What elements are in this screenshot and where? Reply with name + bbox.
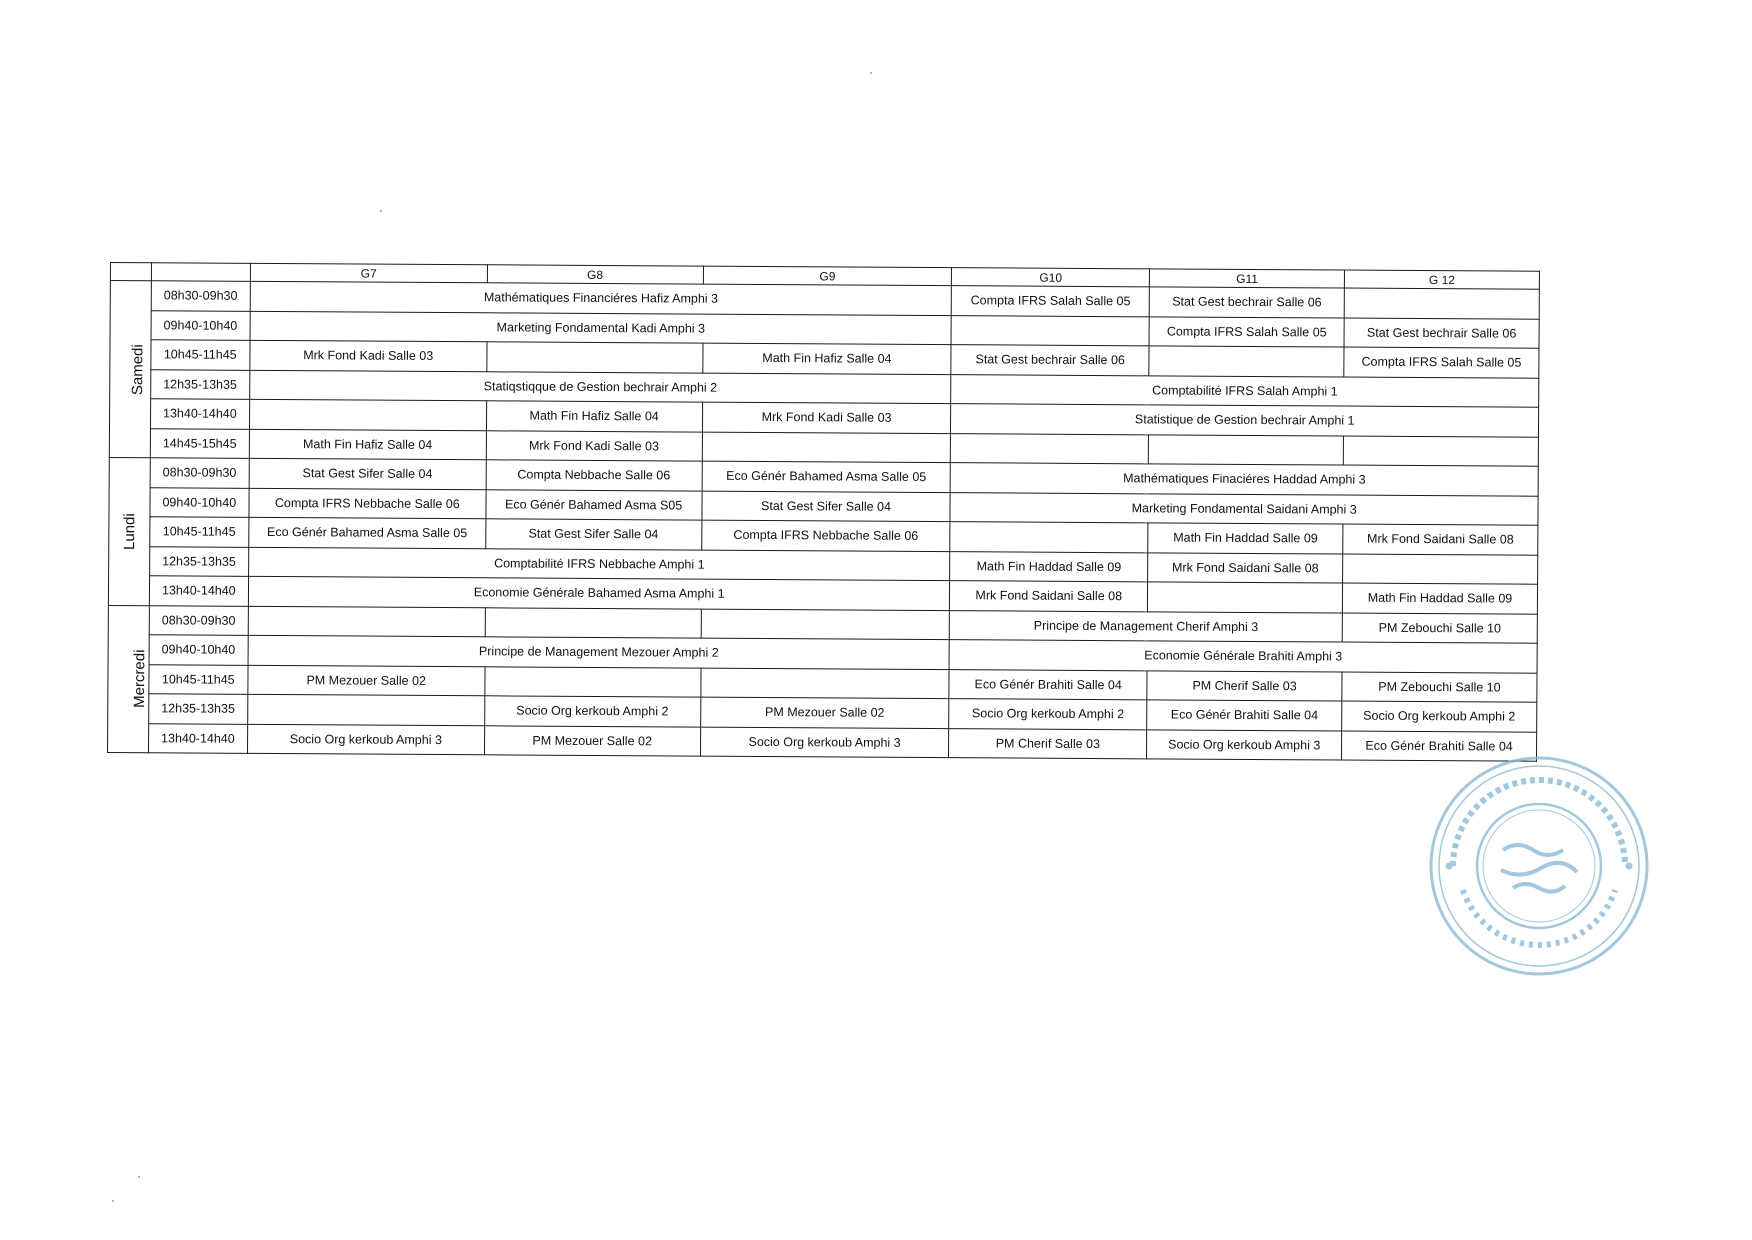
time-slot: 08h30-09h30 (151, 281, 251, 311)
day-label: Mercredi (130, 649, 149, 709)
header-time-cell (151, 263, 251, 282)
header-group-1: G7 (250, 263, 487, 282)
day-label: Samedi (129, 343, 147, 395)
course-cell: Eco Génér Brahiti Salle 04 (1342, 731, 1537, 762)
course-cell: Statiqstiqque de Gestion bechrair Amphi 2 (250, 370, 951, 404)
course-cell: Stat Gest bechrair Salle 06 (1344, 318, 1539, 349)
course-cell: Mrk Fond Saidani Salle 08 (950, 581, 1148, 612)
course-cell: Mrk Fond Saidani Salle 08 (1343, 524, 1538, 555)
header-group-6: G 12 (1344, 270, 1539, 289)
empty-cell (701, 668, 950, 699)
course-cell: Economie Générale Bahamed Asma Amphi 1 (248, 576, 949, 610)
time-slot: 13h40-14h40 (148, 723, 248, 753)
scan-speck (138, 1176, 140, 1178)
course-cell: PM Cherif Salle 03 (1147, 670, 1342, 701)
course-cell: Marketing Fondamental Kadi Amphi 3 (250, 311, 951, 345)
course-cell: Stat Gest Sifer Salle 04 (485, 519, 701, 550)
course-cell: Eco Génér Brahiti Salle 04 (949, 669, 1147, 700)
scan-speck (870, 72, 872, 74)
time-slot: 08h30-09h30 (150, 458, 250, 488)
course-cell: PM Zebouchi Salle 10 (1342, 672, 1537, 703)
empty-cell (248, 694, 485, 725)
course-cell: Mrk Fond Saidani Salle 08 (1148, 552, 1343, 583)
header-group-3: G9 (703, 266, 952, 286)
header-group-4: G10 (952, 268, 1150, 287)
time-slot: 13h40-14h40 (149, 576, 249, 606)
day-label: Lundi (121, 512, 139, 550)
empty-cell (950, 522, 1148, 553)
course-cell: Economie Générale Brahiti Amphi 3 (949, 640, 1537, 673)
course-cell: Principe de Management Mezouer Amphi 2 (248, 635, 949, 669)
course-cell: Eco Génér Brahiti Salle 04 (1147, 700, 1342, 731)
course-cell: Stat Gest Sifer Salle 04 (249, 458, 486, 489)
day-label-cell (109, 281, 151, 458)
course-cell: Comptabilité IFRS Nebbache Amphi 1 (249, 547, 950, 581)
course-cell: Mrk Fond Kadi Salle 03 (702, 402, 951, 433)
time-slot: 09h40-10h40 (151, 310, 251, 340)
course-cell: Compta IFRS Salah Salle 05 (1344, 347, 1539, 378)
course-cell: Math Fin Hafiz Salle 04 (249, 429, 486, 460)
course-cell: Socio Org kerkoub Amphi 2 (949, 699, 1147, 730)
time-slot: 09h40-10h40 (149, 635, 249, 665)
empty-cell (702, 432, 951, 463)
time-slot: 13h40-14h40 (150, 399, 250, 429)
timetable-body (108, 281, 1540, 762)
empty-cell (951, 315, 1149, 346)
course-cell: Compta IFRS Nebbache Salle 06 (249, 488, 486, 519)
course-cell: Math Fin Hafiz Salle 04 (486, 401, 702, 432)
time-slot: 08h30-09h30 (149, 605, 249, 635)
course-cell: Mrk Fond Kadi Salle 03 (250, 340, 487, 371)
scan-speck (112, 1200, 114, 1202)
empty-cell (1343, 554, 1538, 585)
empty-cell (1148, 582, 1343, 613)
time-slot: 12h35-13h35 (148, 694, 248, 724)
timetable (107, 262, 1540, 762)
course-cell: Stat Gest Sifer Salle 04 (702, 491, 951, 522)
course-cell: Math Fin Haddad Salle 09 (1342, 583, 1537, 614)
day-label-cell (108, 605, 149, 753)
course-cell: Marketing Fondamental Saidani Amphi 3 (950, 492, 1538, 525)
course-cell: Compta Nebbache Salle 06 (486, 460, 702, 491)
empty-cell (1149, 434, 1344, 465)
header-group-5: G11 (1150, 269, 1345, 288)
header-day-cell (110, 263, 151, 281)
empty-cell (1343, 436, 1538, 467)
time-slot: 10h45-11h45 (148, 664, 248, 694)
course-cell: Compta IFRS Salah Salle 05 (1149, 316, 1344, 347)
course-cell: Statistique de Gestion bechrair Amphi 1 (951, 404, 1539, 437)
course-cell: Mathématiques Financiéres Hafiz Amphi 3 (250, 281, 951, 315)
course-cell: Socio Org kerkoub Amphi 2 (484, 696, 700, 727)
header-group-2: G8 (487, 265, 703, 284)
course-cell: Math Fin Haddad Salle 09 (1148, 523, 1343, 554)
course-cell: Socio Org kerkoub Amphi 3 (248, 724, 485, 755)
empty-cell (951, 433, 1149, 464)
course-cell: Math Fin Hafiz Salle 04 (703, 343, 952, 374)
course-cell: Eco Génér Bahamed Asma S05 (485, 489, 701, 520)
empty-cell (486, 342, 702, 373)
course-cell: Socio Org kerkoub Amphi 2 (1342, 701, 1537, 732)
empty-cell (1149, 346, 1344, 377)
empty-cell (248, 606, 485, 637)
course-cell: Compta IFRS Salah Salle 05 (952, 286, 1150, 317)
scan-speck (380, 210, 382, 212)
course-cell: Socio Org kerkoub Amphi 3 (700, 727, 949, 758)
day-label-cell (108, 457, 149, 605)
course-cell: Mathématiques Finaciéres Haddad Amphi 3 (950, 463, 1538, 496)
course-cell: Math Fin Haddad Salle 09 (950, 551, 1148, 582)
course-cell: Compta IFRS Nebbache Salle 06 (701, 520, 950, 551)
empty-cell (1344, 288, 1539, 319)
course-cell: PM Mezouer Salle 02 (700, 697, 949, 728)
course-cell: Eco Génér Bahamed Asma Salle 05 (249, 517, 486, 548)
course-cell: PM Zebouchi Salle 10 (1342, 613, 1537, 644)
empty-cell (484, 666, 700, 697)
course-cell: PM Mezouer Salle 02 (248, 665, 485, 696)
empty-cell (485, 607, 701, 638)
course-cell: Mrk Fond Kadi Salle 03 (486, 430, 702, 461)
time-slot: 14h45-15h45 (150, 428, 250, 458)
course-cell: Comptabilité IFRS Salah Amphi 1 (951, 374, 1539, 407)
time-slot: 12h35-13h35 (150, 369, 250, 399)
time-slot: 10h45-11h45 (149, 517, 249, 547)
course-cell: Socio Org kerkoub Amphi 3 (1147, 729, 1342, 760)
empty-cell (701, 609, 950, 640)
course-cell: Principe de Management Cherif Amphi 3 (950, 610, 1343, 642)
course-cell: Stat Gest bechrair Salle 06 (1149, 287, 1344, 318)
empty-cell (250, 399, 487, 430)
time-slot: 10h45-11h45 (150, 340, 250, 370)
official-stamp-icon (1423, 750, 1655, 982)
time-slot: 09h40-10h40 (150, 487, 250, 517)
course-cell: PM Mezouer Salle 02 (484, 725, 700, 756)
course-cell: Stat Gest bechrair Salle 06 (951, 345, 1149, 376)
time-slot: 12h35-13h35 (149, 546, 249, 576)
course-cell: Eco Génér Bahamed Asma Salle 05 (702, 461, 951, 492)
course-cell: PM Cherif Salle 03 (949, 728, 1147, 759)
